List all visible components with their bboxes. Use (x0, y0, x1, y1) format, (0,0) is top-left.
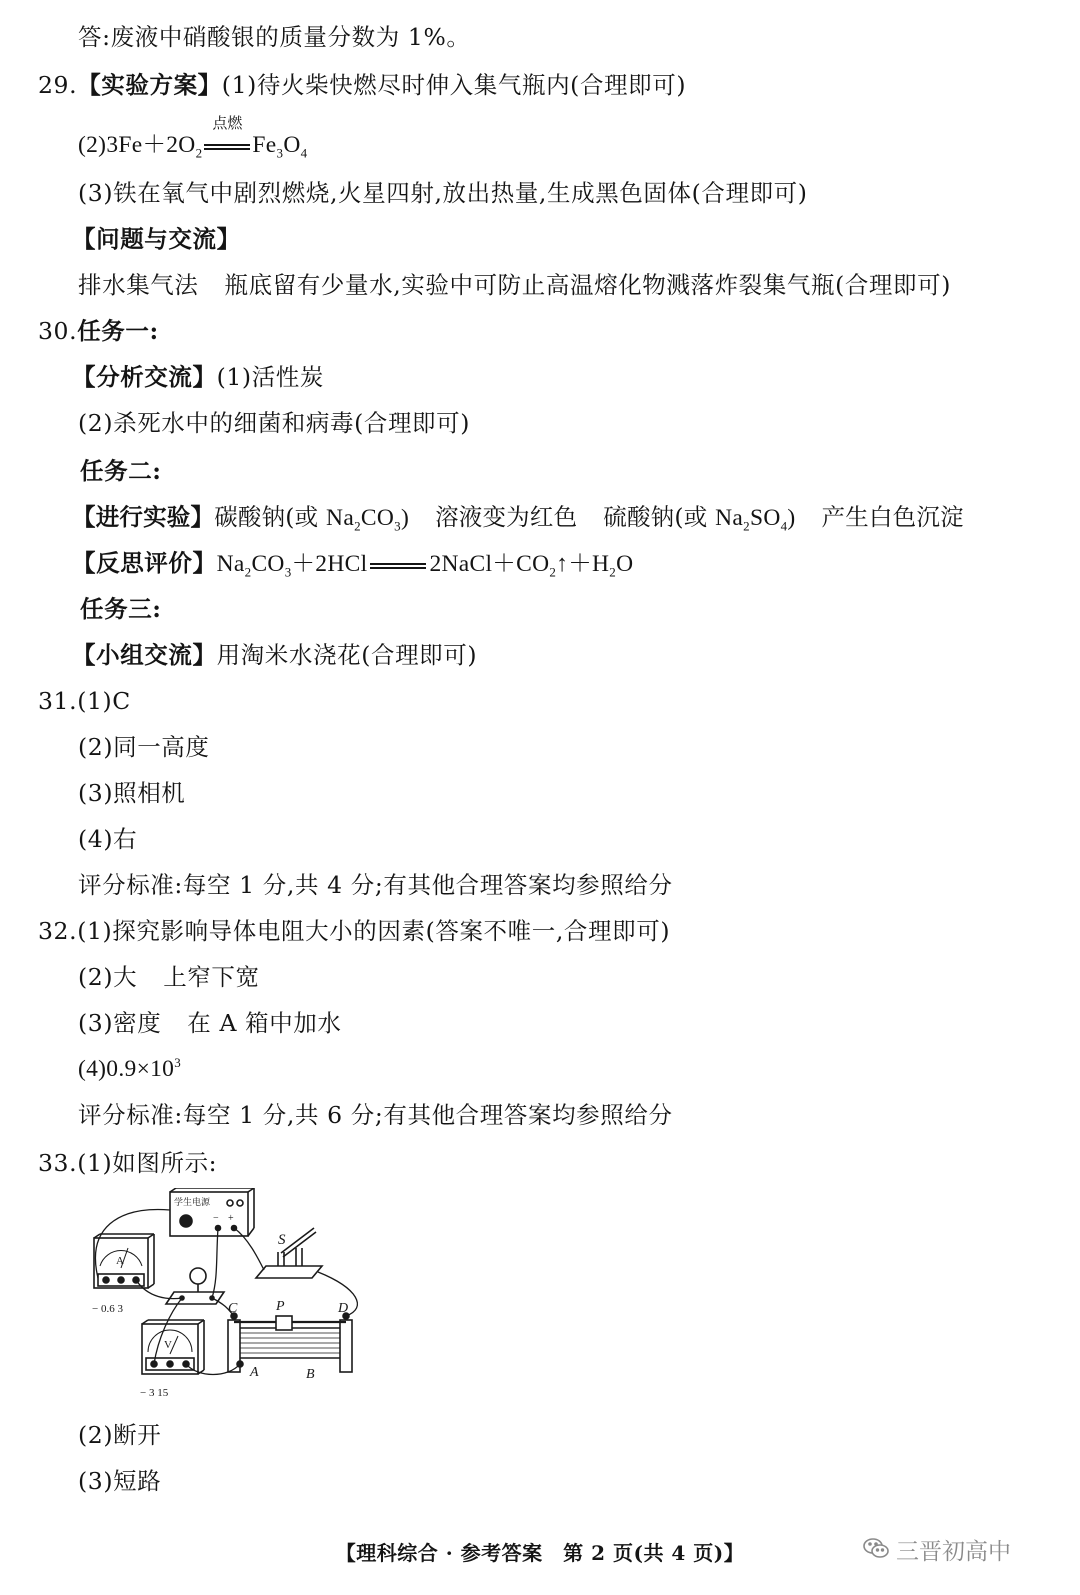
task-heading: 任务二: (80, 457, 162, 485)
watermark (862, 1535, 1011, 1569)
power-supply (170, 1188, 254, 1236)
condition-text: 点燃 (212, 116, 243, 132)
section-tag: 【小组交流】 (72, 641, 217, 669)
terminal-a-label: A (250, 1365, 259, 1380)
section-tag: 【实验方案】 (77, 71, 222, 99)
scoring-text: 评分标准:每空 1 分,共 4 分;有其他合理答案均参照给分 (78, 871, 673, 899)
answer-text: 瓶底留有少量水,实验中可防止高温熔化物溅落炸裂集气瓶(合理即可) (224, 271, 952, 299)
answer-text: (2)断开 (78, 1421, 162, 1449)
answer-text: (2)大 (78, 963, 138, 991)
answer-text: (3)短路 (78, 1467, 162, 1495)
reaction-condition-arrow (202, 116, 252, 160)
svg-text:+: + (228, 1213, 234, 1224)
q32-line-2 (78, 962, 260, 992)
q32-line-1 (38, 916, 670, 946)
answer-text: (4)0.9×10 (78, 1056, 175, 1082)
page-footer: 【理科综合 · 参考答案 第 2 页(共 4 页)】 (335, 1541, 745, 1565)
answer-text: (3)照相机 (78, 779, 186, 807)
answer-text: (2)杀死水中的细菌和病毒(合理即可) (78, 409, 471, 437)
q31-line-1 (38, 686, 131, 716)
q30-line-2 (78, 408, 470, 438)
q32-line-4 (78, 1054, 181, 1084)
task-heading: 任务一: (77, 317, 159, 345)
q29-tag-2 (72, 224, 241, 254)
answer-text: 答:废液中硝酸银的质量分数为 1%。 (78, 23, 471, 51)
terminal-d-label: D (338, 1301, 349, 1316)
answer-text: (1)待火柴快燃尽时伸入集气瓶内(合理即可) (221, 71, 687, 99)
answer-text: (3)铁在氧气中剧烈燃烧,火星四射,放出热量,生成黑色固体(合理即可) (78, 179, 808, 207)
voltmeter (140, 1320, 204, 1399)
circuit-diagram (78, 1188, 378, 1403)
question-number: 29. (38, 71, 78, 99)
answer-text: (1)如图所示: (77, 1149, 218, 1177)
q30-task-2 (80, 456, 162, 486)
ammeter-terminals: − 0.6 3 (92, 1303, 123, 1315)
answer-text: (2) (78, 132, 107, 158)
voltmeter-terminals: − 3 15 (140, 1387, 169, 1399)
ammeter-letter: A (116, 1255, 124, 1267)
q29-line-1 (38, 70, 686, 100)
question-number: 30. (38, 317, 78, 345)
chemical-equation: $Na_2CO_3+2HCl$ $2NaCl+CO_2↑+H_2O$ (216, 551, 634, 580)
section-tag: 【进行实验】 (72, 503, 215, 531)
scoring-text: 评分标准:每空 1 分,共 6 分;有其他合理答案均参照给分 (78, 1101, 673, 1129)
slider-p-label: P (276, 1299, 285, 1314)
q30-line-4 (72, 640, 477, 670)
q30-task-1 (38, 316, 159, 346)
answer-text: 溶液变为红色 (435, 503, 578, 531)
section-tag: 【问题与交流】 (72, 225, 241, 253)
answer-text: 在 A 箱中加水 (187, 1009, 342, 1037)
section-tag: 【分析交流】 (72, 363, 217, 391)
answer-text: (3)密度 (78, 1009, 162, 1037)
q30-experiment-line: 【进行实验】碳酸钠(或 $Na_2CO_3$) 溶液变为红色 硫酸钠(或 $Na_2SO_4$) 产生白色沉淀 (72, 503, 964, 534)
switch (256, 1228, 322, 1278)
q29-equation: $(2)3Fe+2O_2$ 点燃 $Fe_3O_4$ (78, 116, 308, 161)
q32-scoring (78, 1100, 673, 1130)
answer-text: (2)同一高度 (78, 733, 210, 761)
answer-text: 排水集气法 (78, 271, 199, 299)
answer-text: 上窄下宽 (163, 963, 260, 991)
answer-text: 硫酸钠(或 (603, 503, 708, 531)
answer-line-28 (78, 22, 470, 52)
q33-line-3 (78, 1466, 161, 1496)
terminal-b-label: B (306, 1367, 315, 1382)
answer-text: 碳酸钠(或 (214, 503, 319, 531)
q31-line-3 (78, 778, 185, 808)
terminal-c-label: C (228, 1301, 238, 1316)
task-heading: 任务三: (80, 595, 162, 623)
svg-text:−: − (213, 1213, 219, 1224)
answer-text: 产生白色沉淀 (821, 503, 964, 531)
answer-text: (1)探究影响导体电阻大小的因素(答案不唯一,合理即可) (77, 917, 671, 945)
q29-line-3 (78, 178, 808, 208)
ammeter (92, 1234, 154, 1315)
voltmeter-letter: V (164, 1339, 172, 1351)
q33-line-2 (78, 1420, 161, 1450)
q33-line-1 (38, 1148, 217, 1178)
question-number: 33. (38, 1149, 78, 1177)
q32-line-3 (78, 1008, 342, 1038)
q30-line-1 (72, 362, 324, 392)
q30-equation-line (72, 548, 633, 579)
q30-task-3 (80, 594, 162, 624)
answer-text: 用淘米水浇花(合理即可) (216, 641, 478, 669)
rheostat (228, 1299, 352, 1382)
switch-label: S (278, 1232, 286, 1248)
q31-line-2 (78, 732, 210, 762)
power-supply-label: 学生电源 (174, 1197, 211, 1207)
q31-line-4 (78, 824, 137, 854)
answer-text: (1)活性炭 (216, 363, 324, 391)
q31-scoring (78, 870, 673, 900)
answer-text: (4)右 (78, 825, 138, 853)
q29-line-4 (78, 270, 951, 300)
section-tag: 【反思评价】 (72, 549, 217, 577)
answer-text: (1)C (77, 687, 131, 715)
exponent: 3 (174, 1055, 182, 1071)
question-number: 31. (38, 687, 78, 715)
wechat-icon (862, 1536, 890, 1570)
question-number: 32. (38, 917, 78, 945)
watermark-text: 三晋初高中 (896, 1539, 1011, 1565)
